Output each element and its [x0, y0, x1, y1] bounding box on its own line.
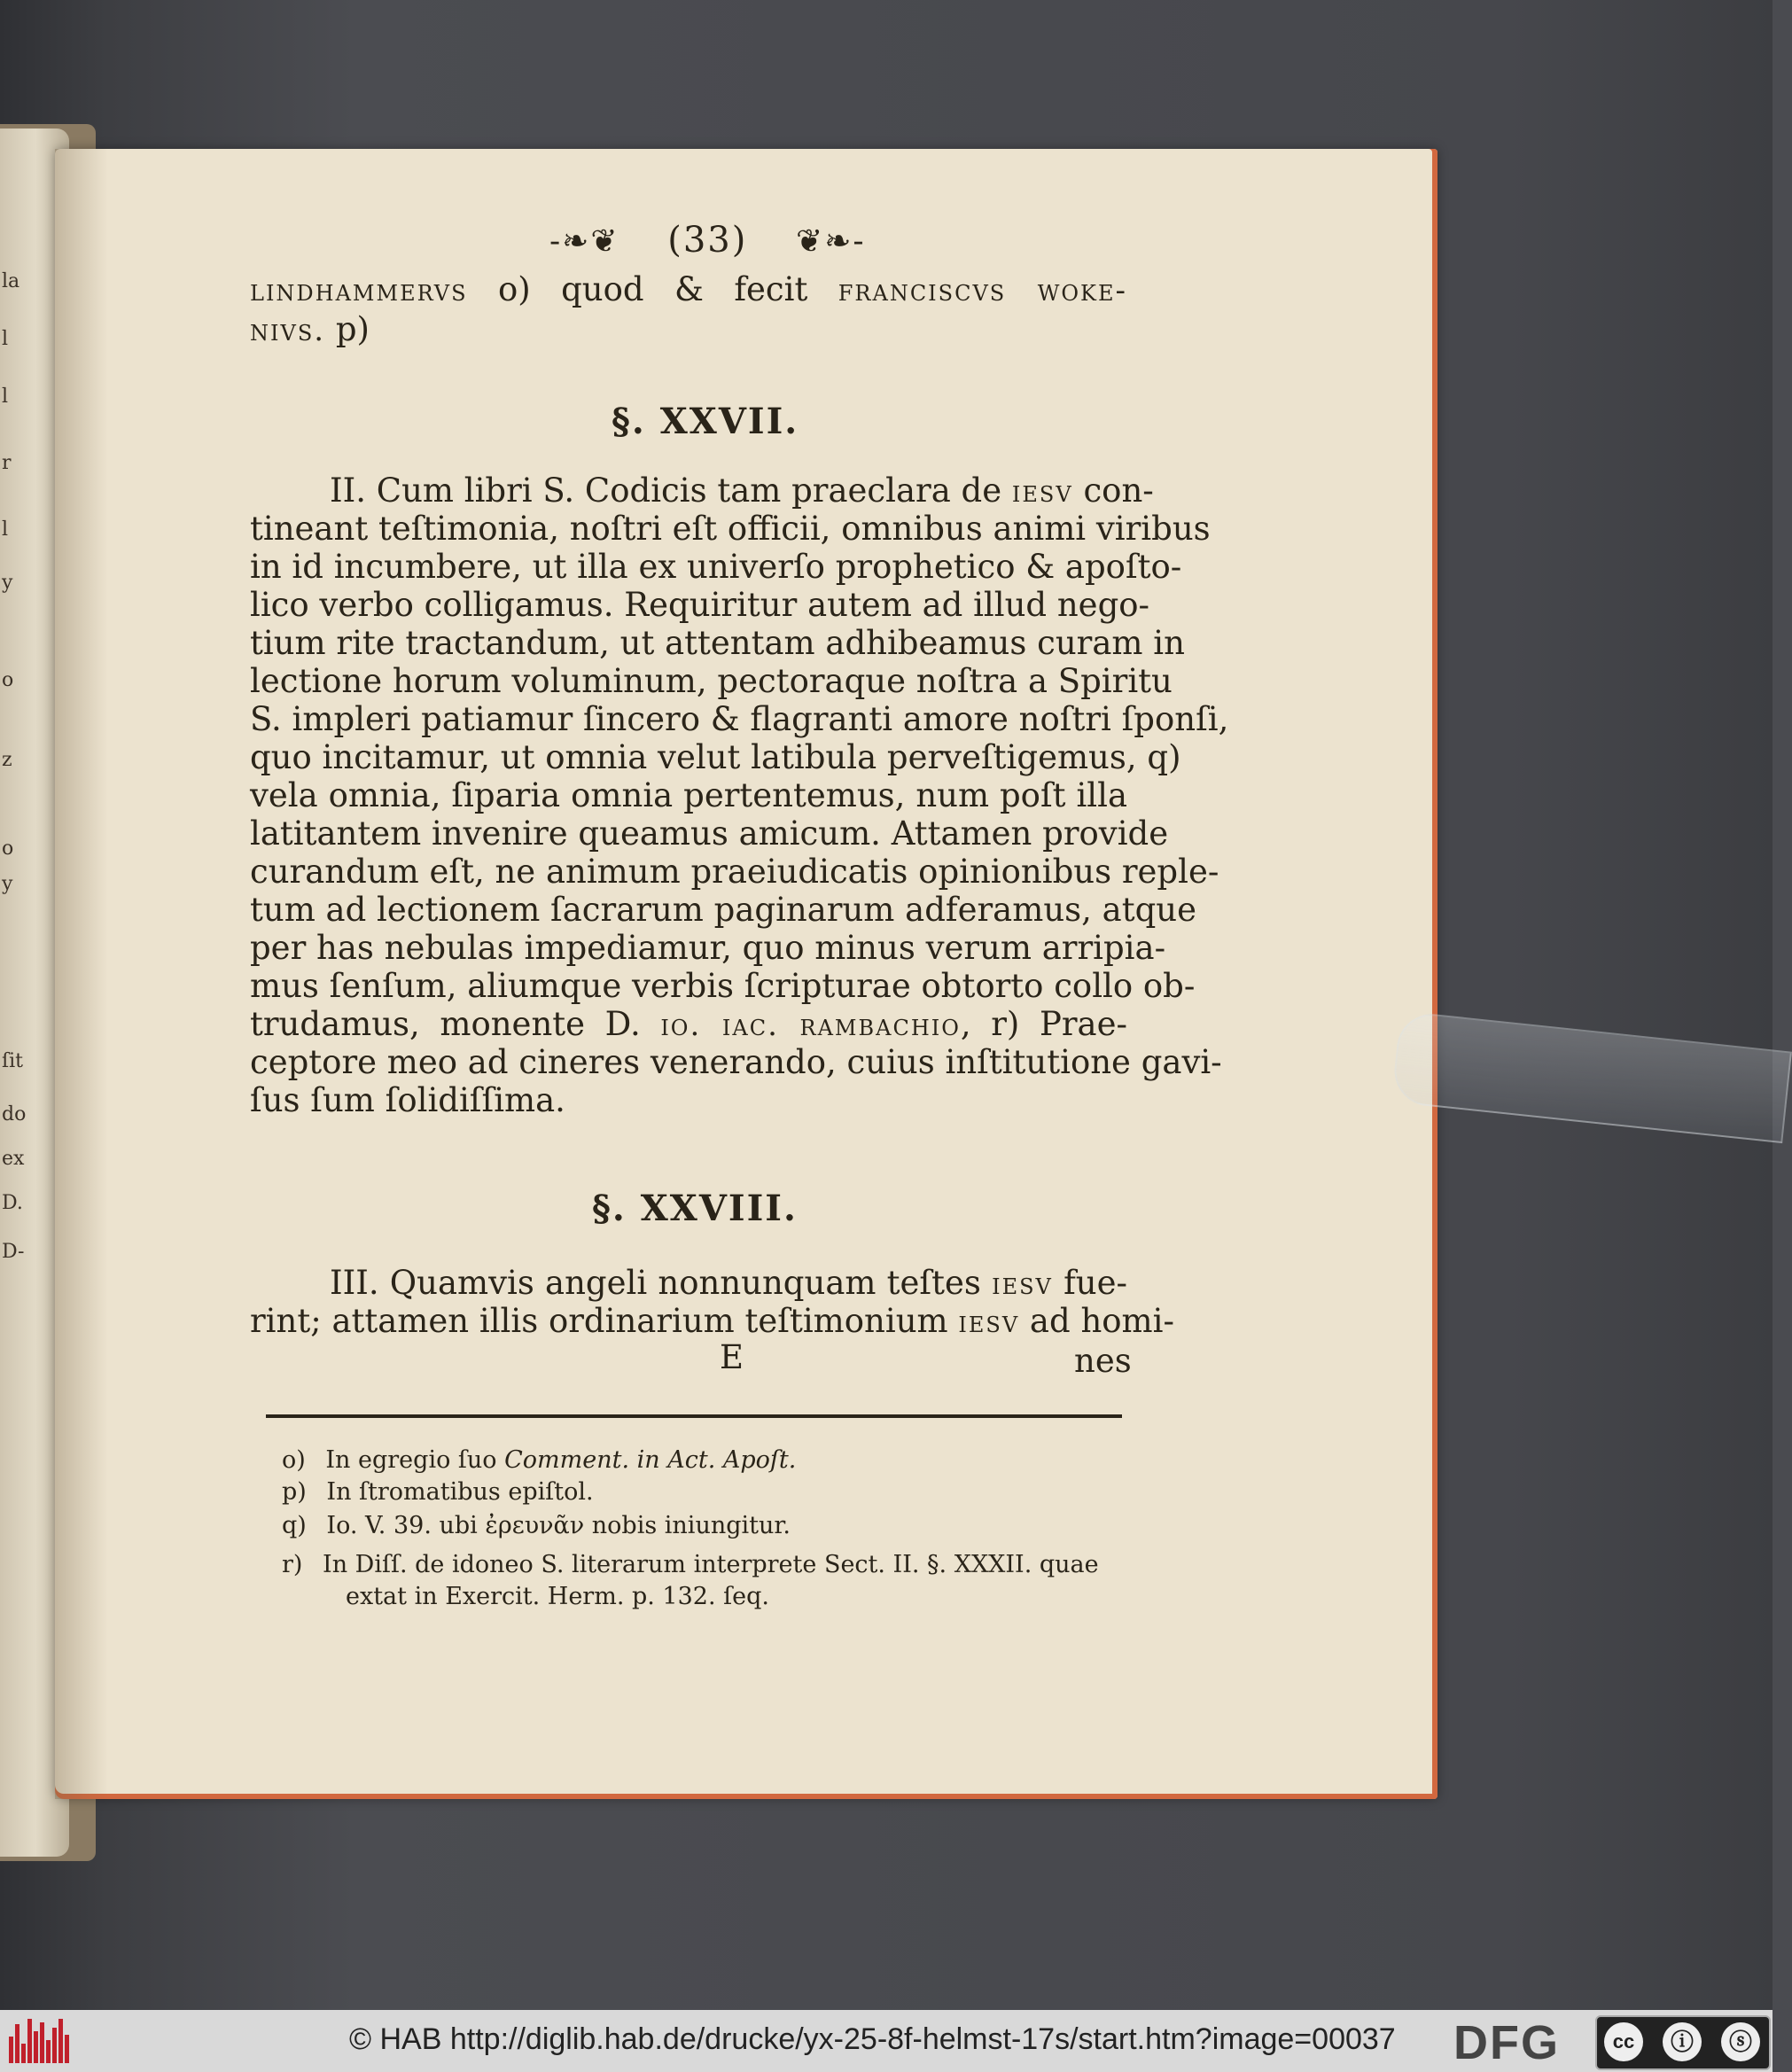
text-line [250, 776, 1127, 814]
logo-stripe [40, 2022, 44, 2063]
text-line [250, 586, 1150, 624]
facing-page-fragment: l [2, 386, 9, 408]
text-run: o) quod & fecit [467, 270, 838, 308]
text-run: ſus ſum ſolidiſſima. [250, 1081, 565, 1119]
text-run: II. Cum libri S. Codicis tam praeclara de [330, 471, 1012, 510]
text-run: In egregio ſuo [325, 1446, 505, 1474]
text-line [250, 1005, 1127, 1045]
header-ornament-left-icon: -❧❦ [549, 223, 619, 260]
facing-page-fragment: o [2, 837, 14, 860]
text-line [250, 814, 1169, 853]
facing-page-fragment: la [2, 270, 20, 292]
page-number: (33) [667, 220, 748, 261]
footnote [282, 1478, 594, 1507]
logo-stripe [15, 2024, 19, 2063]
footnote-mark: r) [282, 1551, 311, 1578]
footnote [282, 1551, 1099, 1579]
facing-page-fragment: y [2, 572, 13, 594]
text-run: S. impleri patiamur ſincero & flagranti amore noſtri ſponſi, [250, 700, 1229, 738]
text-line [330, 1264, 1127, 1304]
text-run: trudamus, monente D. [250, 1005, 661, 1043]
logo-stripe [52, 2028, 57, 2063]
facing-page-fragment: r [2, 452, 12, 474]
text-run: in id incumbere, ut illa ex univerſo prophetico & apoſto- [250, 548, 1182, 586]
text-run: In Diſſ. de idoneo S. literarum interprete Sect. II. §. XXXII. quae [323, 1551, 1099, 1578]
footnote [282, 1446, 796, 1475]
small-caps-name: lindhammervs [250, 273, 468, 308]
text-line [250, 891, 1196, 929]
text-line [330, 471, 1154, 511]
text-line [250, 929, 1166, 967]
facing-page-fragment: do [2, 1103, 27, 1126]
small-caps-name: iesv [958, 1305, 1020, 1340]
text-line [250, 624, 1185, 662]
logo-stripe [34, 2031, 38, 2063]
cc-license-icon[interactable] [1595, 2015, 1771, 2070]
footnote [346, 1583, 769, 1611]
text-line [250, 510, 1211, 548]
text-line [250, 853, 1219, 891]
logo-stripe [27, 2019, 32, 2063]
facing-page-fragment: o [2, 669, 14, 691]
text-run: lectione horum voluminum, pectoraque noſtra a Spiritu [250, 662, 1173, 700]
dfg-logo: DFG [1453, 2016, 1560, 2069]
text-line [250, 270, 1127, 310]
text-run: quo incitamur, ut omnia velut latibula perveſtigemus, q) [250, 738, 1181, 776]
text-run: III. Quamvis angeli nonnunquam teſtes [330, 1264, 993, 1302]
section-heading: §. XXVIII. [592, 1188, 798, 1229]
small-caps-name: iesv [992, 1266, 1053, 1302]
text-line [250, 1043, 1222, 1081]
logo-stripe [65, 2035, 69, 2063]
facing-page-fragment: ſit [2, 1050, 24, 1072]
footer-url[interactable]: © HAB http://diglib.hab.de/drucke/yx-25-8f-helmst-17s/start.htm?image=00037 [349, 2022, 1396, 2056]
italic-title: Comment. in Act. Apoſt. [504, 1446, 797, 1474]
text-run: lico verbo colligamus. Requiritur autem ad illud nego- [250, 586, 1150, 624]
footnote-rule [266, 1414, 1122, 1418]
text-run: p) [325, 310, 370, 348]
facing-page-fragment: z [2, 749, 12, 771]
signature-mark: E [720, 1338, 744, 1376]
text-line [250, 700, 1229, 738]
text-run: tium rite tractandum, ut attentam adhibeamus curam in [250, 624, 1185, 662]
text-run: fue- [1052, 1264, 1127, 1302]
text-run: ad homi- [1019, 1302, 1174, 1340]
facing-page-fragment: D- [2, 1241, 25, 1263]
logo-stripe [21, 2044, 26, 2063]
text-run: rint; attamen illis ordinarium teſtimonium [250, 1302, 959, 1340]
text-run: latitantem invenire queamus amicum. Attamen provide [250, 814, 1169, 853]
text-run: extat in Exercit. Herm. p. 132. ſeq. [346, 1583, 769, 1610]
gutter-shadow [55, 149, 108, 1799]
text-line [250, 967, 1196, 1005]
facing-page-fragment: y [2, 873, 13, 895]
text-run: tum ad lectionem ſacrarum paginarum adferamus, atque [250, 891, 1196, 929]
text-line [250, 310, 1127, 350]
small-caps-name: iesv [1011, 474, 1073, 510]
logo-stripe [9, 2037, 13, 2063]
header-ornament-right-icon: ❦❧- [796, 223, 866, 260]
facing-page-fragment: l [2, 328, 9, 350]
running-head [549, 220, 866, 261]
footnote-mark: q) [282, 1512, 315, 1539]
text-run: curandum eſt, ne animum praeiudicatis opinionibus reple- [250, 853, 1219, 891]
text-line [250, 662, 1173, 700]
text-run: con- [1072, 471, 1154, 510]
section-heading: §. XXVII. [612, 401, 799, 442]
text-line [250, 1081, 1127, 1119]
text-run: vela omnia, ſiparia omnia pertentemus, num poſt illa [250, 776, 1127, 814]
cc-icon: cc [1604, 2022, 1643, 2061]
text-run: Io. V. 39. ubi ἐρευνᾶν nobis iniungitur. [326, 1512, 791, 1539]
text-run: In ſtromatibus epiſtol. [326, 1478, 594, 1506]
footnote-mark: p) [282, 1478, 315, 1506]
facing-page-fragment: ex [2, 1148, 25, 1170]
viewer-footer [0, 2010, 1773, 2072]
text-run: mus ſenſum, aliumque verbis ſcripturae obtorto collo ob- [250, 967, 1196, 1005]
text-line [250, 1302, 1174, 1342]
hab-logo-icon [9, 2019, 73, 2063]
text-run: per has nebulas impediamur, quo minus verum arripia- [250, 929, 1166, 967]
catchword: nes [1074, 1342, 1132, 1380]
logo-stripe [58, 2019, 63, 2063]
sa-icon: ⓢ [1721, 2022, 1760, 2061]
small-caps-name: nivs. [250, 313, 326, 348]
text-line [250, 738, 1181, 776]
footnote [282, 1512, 791, 1540]
facing-page-fragment: D. [2, 1192, 23, 1214]
text-run: , r) Prae- [960, 1005, 1127, 1043]
text-line [250, 548, 1182, 586]
small-caps-name: franciscvs woke- [838, 273, 1127, 308]
logo-stripe [46, 2040, 51, 2063]
by-icon: ⓘ [1663, 2022, 1702, 2061]
small-caps-name: io. iac. rambachio [660, 1008, 961, 1043]
facing-page-fragment: l [2, 518, 9, 541]
text-run: tineant teſtimonia, noſtri eſt officii, omnibus animi viribus [250, 510, 1211, 548]
text-run: ceptore meo ad cineres venerando, cuius inſtitutione gavi- [250, 1043, 1222, 1081]
footnote-mark: o) [282, 1446, 314, 1474]
